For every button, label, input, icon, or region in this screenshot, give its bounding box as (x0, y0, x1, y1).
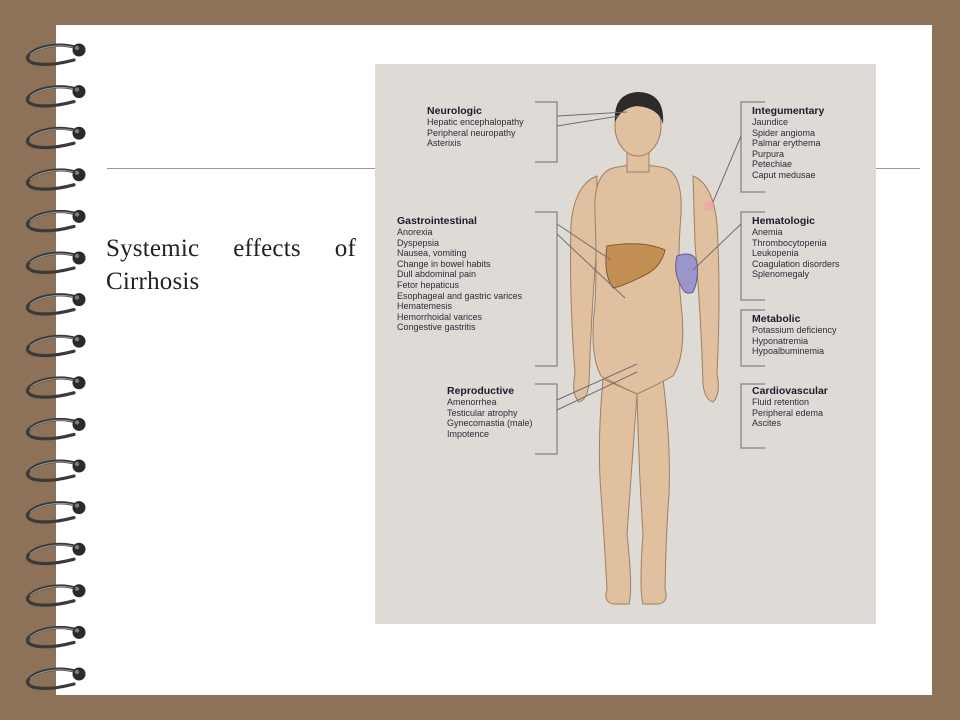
group-item: Testicular atrophy (447, 407, 518, 418)
group-item: Hyponatremia (752, 335, 809, 346)
cardiovascular-group (752, 385, 828, 429)
neurologic-bracket (535, 102, 627, 162)
group-item: Fetor hepaticus (397, 279, 460, 290)
group-item: Hematemesis (397, 301, 453, 312)
spiral-ring (27, 460, 85, 481)
group-item: Palmar erythema (752, 138, 821, 149)
group-item: Peripheral edema (752, 407, 824, 418)
reproductive-group (447, 385, 533, 439)
group-item: Esophageal and gastric varices (397, 290, 523, 301)
left-leg (599, 379, 637, 604)
neurologic-group (427, 105, 524, 149)
spiral-binding (0, 0, 110, 720)
slide-title: Systemic effects of Cirrhosis (106, 235, 356, 295)
spiral-ring (27, 626, 85, 647)
spiral-ring (27, 335, 85, 356)
group-item: Thrombocytopenia (752, 237, 827, 248)
group-item: Anorexia (397, 227, 433, 237)
spider-angioma-spot (704, 201, 714, 211)
gastrointestinal-group (397, 215, 522, 333)
group-item: Coagulation disorders (752, 258, 840, 269)
spiral-ring (27, 85, 85, 106)
spiral-ring (27, 252, 85, 273)
group-item: Caput medusae (752, 169, 816, 180)
cirrhosis-diagram (375, 64, 876, 624)
group-item: Asterixis (427, 138, 462, 149)
torso (593, 165, 683, 394)
group-item: Splenomegaly (752, 269, 810, 280)
hematologic-group (752, 215, 840, 280)
group-item: Nausea, vomiting (397, 248, 467, 259)
group-item: Change in bowel habits (397, 258, 491, 269)
group-item: Peripheral neuropathy (427, 127, 516, 138)
group-title: Integumentary (752, 105, 825, 117)
right-leg (637, 379, 669, 604)
spiral-ring (27, 293, 85, 314)
group-item: Ascites (752, 418, 782, 429)
group-title: Gastrointestinal (397, 215, 477, 227)
group-item: Hemorrhoidal varices (397, 311, 483, 322)
group-item: Potassium deficiency (752, 325, 837, 335)
spiral-ring (27, 668, 85, 689)
group-item: Spider angioma (752, 127, 816, 138)
group-title: Metabolic (752, 313, 801, 325)
spiral-ring (27, 543, 85, 564)
group-item: Congestive gastritis (397, 322, 476, 333)
spiral-ring (27, 44, 85, 65)
spiral-ring (27, 127, 85, 148)
group-item: Jaundice (752, 117, 789, 127)
spiral-ring (27, 418, 85, 439)
group-item: Petechiae (752, 159, 793, 170)
spiral-ring (27, 210, 85, 231)
group-item: Fluid retention (752, 397, 810, 407)
spiral-ring (27, 376, 85, 397)
group-item: Dull abdominal pain (397, 269, 477, 280)
group-item: Leukopenia (752, 248, 799, 259)
group-item: Dyspepsia (397, 237, 440, 248)
group-title: Neurologic (427, 105, 482, 117)
spiral-ring (27, 168, 85, 189)
group-item: Anemia (752, 227, 783, 237)
integumentary-group (752, 105, 824, 181)
group-item: Gynecomastia (male) (447, 418, 533, 429)
spiral-ring (27, 501, 85, 522)
group-item: Hypoalbuminemia (752, 346, 825, 357)
group-item: Impotence (447, 428, 490, 439)
group-title: Reproductive (447, 385, 515, 397)
spiral-ring (27, 584, 85, 605)
group-title: Cardiovascular (752, 385, 828, 397)
group-title: Hematologic (752, 215, 816, 227)
group-item: Purpura (752, 148, 785, 159)
left-arm (571, 176, 598, 402)
metabolic-group (752, 313, 837, 357)
group-item: Hepatic encephalopathy (427, 117, 524, 127)
group-item: Amenorrhea (447, 397, 497, 407)
